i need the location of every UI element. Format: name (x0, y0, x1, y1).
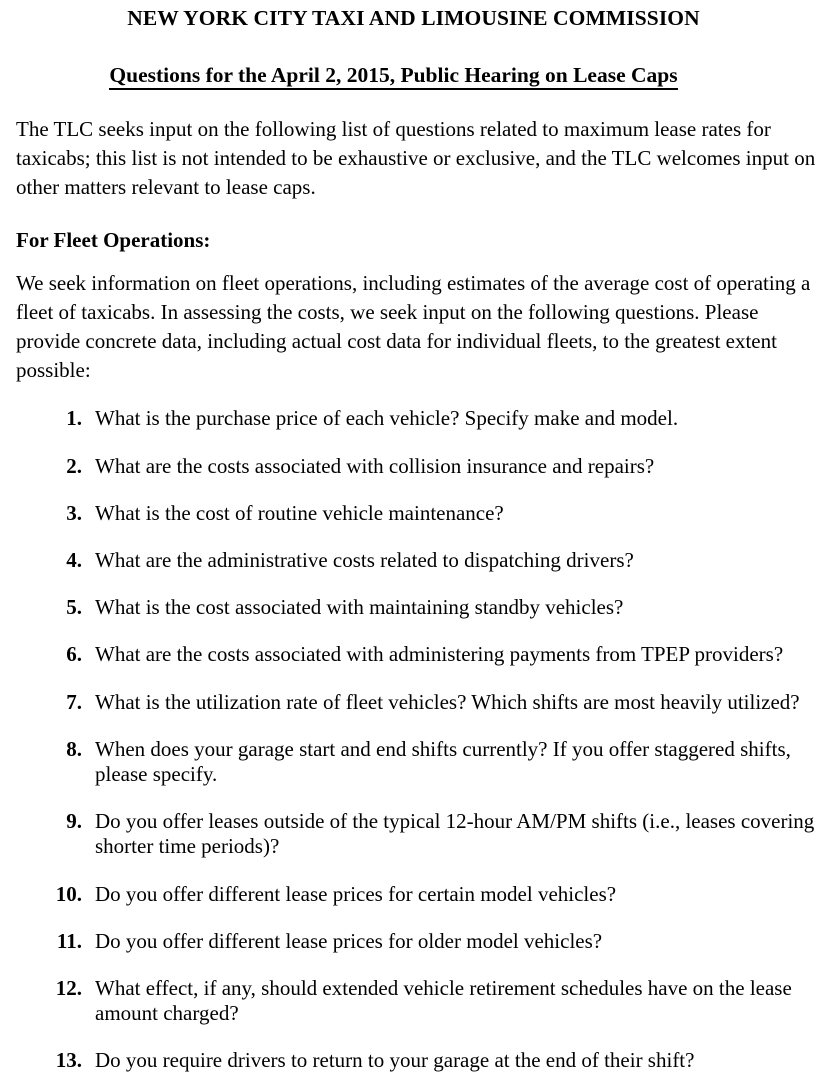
list-item-number: 8. (66, 736, 82, 761)
list-item-number: 11. (56, 928, 82, 953)
list-item-number: 2. (66, 453, 82, 478)
list-item-number: 1. (66, 406, 82, 431)
list-item-text: What effect, if any, should extended vehicle retirement schedules have on the lease amount charged? (95, 975, 792, 1026)
section-heading-fleet-operations: For Fleet Operations: (16, 227, 211, 252)
page-title: NEW YORK CITY TAXI AND LIMOUSINE COMMISSION (127, 6, 700, 30)
list-item-number: 10. (55, 881, 82, 906)
list-item-text: Do you offer different lease prices for older model vehicles? (95, 928, 603, 953)
list-item-number: 3. (66, 500, 82, 525)
list-item-text: Do you offer different lease prices for certain model vehicles? (95, 881, 617, 906)
list-item-number: 4. (66, 548, 82, 573)
list-item-text: What is the cost associated with maintaining standby vehicles? (95, 595, 624, 620)
list-item (16, 809, 819, 859)
section-paragraph: We seek information on fleet operations, including estimates of the average cost of operating a fleet of taxicabs. In assessing the costs, we seek input on the following questions. Please provide concrete data, including actual cost data for individual fleets, to the greatest extent possible: (16, 271, 811, 382)
list-item-number: 9. (66, 809, 82, 834)
list-item (16, 737, 819, 787)
list-item-text: Do you offer leases outside of the typical 12-hour AM/PM shifts (i.e., leases covering shorter time periods)? (95, 809, 815, 859)
list-item-number: 7. (66, 689, 82, 714)
list-item-text: When does your garage start and end shifts currently? If you offer staggered shifts, please specify. (95, 736, 791, 786)
subtitle-container (0, 31, 795, 91)
list-item-text: What are the administrative costs related to dispatching drivers? (95, 548, 634, 573)
list-item (16, 548, 819, 573)
list-item (16, 454, 819, 479)
intro-paragraph: The TLC seeks input on the following list of questions related to maximum lease rates for taxicabs; this list is not intended to be exhaustive or exclusive, and the TLC welcomes input on other matters relevant to lease caps. (16, 117, 816, 199)
list-item-text: What are the costs associated with collision insurance and repairs? (95, 453, 655, 478)
list-item (16, 976, 819, 1026)
list-item-text: What is the purchase price of each vehicle? Specify make and model. (95, 406, 679, 431)
list-item (16, 690, 819, 715)
list-item-text: What is the cost of routine vehicle maintenance? (95, 500, 504, 525)
list-item (16, 406, 819, 431)
page-subtitle: Questions for the April 2, 2015, Public Hearing on Lease Caps (109, 63, 677, 91)
list-item-number: 5. (66, 595, 82, 620)
questions-list (16, 384, 819, 1073)
list-item (16, 595, 819, 620)
list-item (16, 929, 819, 954)
list-item-text: What are the costs associated with administering payments from TPEP providers? (95, 642, 784, 667)
list-item-number: 13. (55, 1048, 82, 1073)
list-item-number: 12. (55, 975, 82, 1000)
list-item-text: What is the utilization rate of fleet vehicles? Which shifts are most heavily utilized? (95, 689, 800, 714)
list-item-text: Do you require drivers to return to your garage at the end of their shift? (95, 1048, 695, 1073)
list-item (16, 642, 819, 667)
list-item-number: 6. (66, 642, 82, 667)
list-item (16, 501, 819, 526)
list-item (16, 1048, 819, 1073)
list-item (16, 882, 819, 907)
